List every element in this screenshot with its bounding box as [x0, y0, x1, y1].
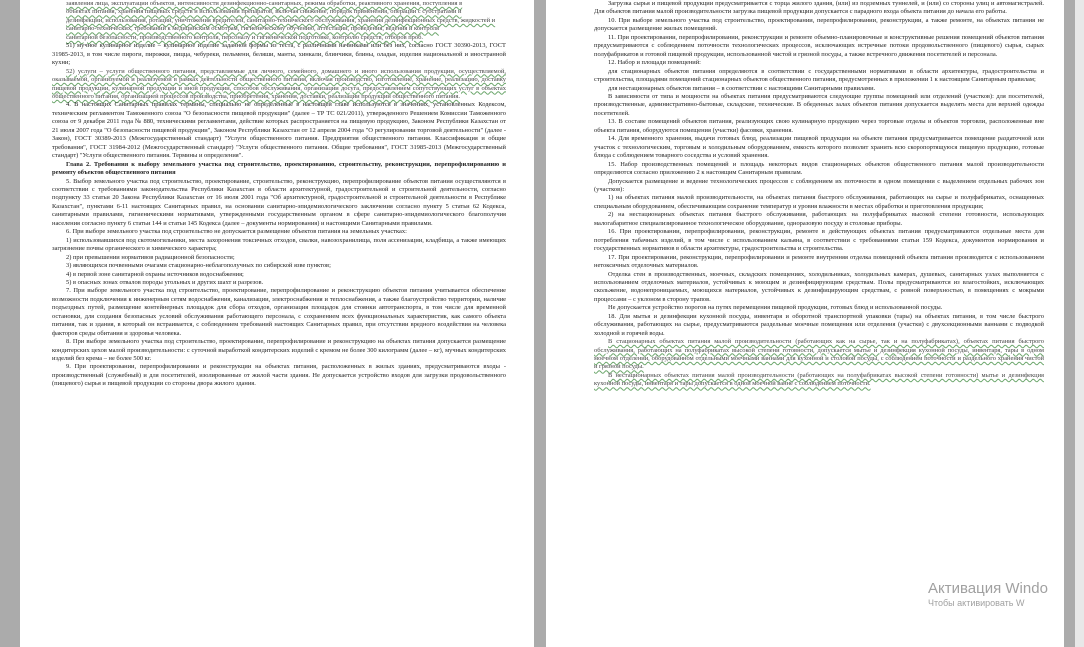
paragraph: 7. При выборе земельного участка под строительство, проектирование, перепрофилирование и реконструкцию объектов питания учитывается обеспечение возможности подключения к инженерным сетям водоснабжения, канализации, электроснабжения и теплоснабжения, а также благоустройство территории, наличие подъездных путей, размещение контейнерных площадок для сбора отходов, организация площадок для стоянки автотранспорта, в том числе для временной остановки, для создания безопасных условий обслуживания работающего персонала, с сохранением всех функциональных характеристик, как самого объекта питания, так и здания, в который он встраивается, с соблюдением требований настоящих Санитарных правил, при отсутствии вредного воздействия на человека факторов среды обитания и здоровья человека.: [52, 287, 506, 337]
paragraph: 5. Выбор земельного участка под строительство, проектирование, строительство, реконструкцию, перепрофилирование объектов питания осуществляются в соответствии с требованиями законодательства Республики Казахстан в области архитектурной, градостроительной и строительной деятельности, согласно подпункту 33 статьи 20 Закона Республики Казахстан от 16 июля 2001 года "Об архитектурной, градостроительной и строительной деятельности в Республике Казахстан", пунктами 6-11 настоящих Санитарных правил, на основании санитарно-эпидемиологического заключения согласно пункту 5 статьи 62 Кодекса, санитарными правилами, гигиеническими нормативами, утвержденными государственным органом в сфере санитарно-эпидемиологического благополучия населения согласно пункту 6 статьи 144 и статьи 145 Кодекса (далее – документы нормирования) и настоящими Санитарными правилами.: [52, 177, 506, 227]
paragraph: заявления лица, эксплуатации объектов, интенсивности дезинфекционно-санитарных, режима обработки, реактивного хранения, поступления в: [66, 0, 463, 7]
watermark-title: Активация Windo: [928, 580, 1048, 597]
document-page-right: [546, 0, 1064, 647]
paragraph: 4. В настоящих Санитарных правилах термины, специально не определенные в настоящей главе используются в значениях, установленных Кодексом, техническим регламентом Таможенного союза "О безопасности пищевой продукции" (далее – ТР ТС 021/2011), утвержденного Решением Комиссии Таможенного союза от 9 декабря 2011 года № 880, техническими регламентами, действие которых распространяется на пищевую продукцию, Законом Республики Казахстан от 21 июля 2007 года "О безопасности пищевой продукции", Законом Республики Казахстан от 12 апреля 2004 года "О регулировании торговой деятельности" (далее - Закон), ГОСТ 30389-2013 (Межгосударственный стандарт) "Услуги общественного питания. Предприятия общественного питания. Классификация и общие требования", ГОСТ 31984-2012 (Межгосударственный стандарт) "Услуги общественного питания. Общие требования", ГОСТ 31985-2013 (Межгосударственный стандарт) "Услуги общественного питания. Термины и определения".: [52, 101, 506, 160]
paragraph: 6. При выборе земельного участка под строительство не допускается размещение объектов питания на земельных участках:: [66, 228, 407, 236]
paragraph: 1) на объектах питания малой производительности, на объектах питания быстрого обслуживания, работающих на сырье и полуфабрикатах, оснащенных специальным оборудованием, обеспечивающим сохранение температур и уровня влажности в местах обработки и приготовления продукции;: [594, 194, 1044, 210]
paragraph: для стационарных объектов питания определяются в соответствии с государственными нормативами в области архитектуры, градостроительства и строительства, площадями помещений стационарных объектов общественного питания, предусмотренных в приложении 1 к настоящим Санитарным правилам;: [594, 67, 1044, 84]
paragraph: 18. Для мытья и дезинфекции кухонной посуды, инвентаря и оборотной транспортной упаковки (тары) на объектах питания, в том числе быстрого обслуживания, работающих на сырье, предусматриваются раздельные моечные помещения или отделения (участки) с двухсекционными ваннами с подводкой холодной и горячей воды.: [594, 312, 1044, 337]
paragraph: Не допускается устройство порогов на путях перемещения пищевой продукции, готовых блюд и использованной посуды.: [608, 304, 943, 312]
paragraph: 52) услуги – услуги общественного питания, представляемые для личного, семейного, домашнего и иного использования продукции, осуществляемой, оказываемой, организуемой и реализуемой в рамках деятельности общественного питания, включая производство, изготовление, хранение, реализацию, доставку пищевой продукции, кулинарной продукции и иной продукции, способов обслуживания, организации досуга, предоставлением сопутствующих услуг в объектах общественного питания, организацией процессов производства, приобретения, хранения, доставки, реализации продукции общественного питания.: [52, 67, 506, 100]
document-page-left: [20, 0, 534, 647]
watermark-subtitle: Чтобы активировать W: [928, 598, 1025, 608]
paragraph: В нестационарных объектах питания малой производительности (работающих на полуфабрикатах высокой степени готовности) мытье и дезинфекция кухонной посуды, инвентаря и тары допускается в одной моечной ванне с соблюдением поточности.: [594, 371, 1044, 388]
paragraph: санитарной безопасности, производственного контроля, персоналу и гигиенической подготовке, контролю средств, отборов проб.: [66, 33, 423, 41]
paragraph: 3) являющихся почвенными очагами стационарно-неблагополучных по сибирской язве пунктов;: [66, 262, 331, 270]
paragraph: 8. При выборе земельного участка под строительство, проектирование, перепрофилирование и реконструкцию на объектах питания допускается размещение кондитерских цехов малой производительности: с суточной выработкой кондитерских изделий с кремом не более 300 килограмм (далее – кг), мучных кондитерских изделий без крема – не более 500 кг.: [52, 338, 506, 363]
paragraph: 10. При выборе земельного участка под строительство, проектировании, перепрофилировании, реконструкции, а также ремонте, на объектах питания не допускается размещение жилых помещений.: [594, 16, 1044, 33]
paragraph: 2) на нестационарных объектах питания быстрого обслуживания, работающих на полуфабрикатах высокой степени готовности, использующих малогабаритное специализированное технологическое оборудование, одноразовую посуду и столовые приборы.: [594, 211, 1044, 227]
paragraph: 17. При проектировании, реконструкции, перепрофилировании и ремонте внутренняя отделка помещений объекта питания производится с использованием нетоксичных отделочных материалов.: [594, 253, 1044, 270]
paragraph: 5) в опасных зонах отвалов породы угольных и других шахт и разрезов.: [66, 278, 264, 286]
paragraph: 12. Набор и площади помещений:: [608, 59, 701, 67]
paragraph: Допускается размещение и ведение технологических процессов с соблюдением их поточности в одном помещении с выделением отдельных рабочих зон (участков):: [594, 177, 1044, 193]
paragraph: 11. При проектировании, перепрофилировании, реконструкции и ремонте объемно-планировочные и конструктивные решения помещений объектов питания предусматриваются с соблюдением поточности технологических процессов, исключающих встречные потоки продовольственного (пищевого) сырья, сырых полуфабрикатов и готовой пищевой продукции, использованной чистой и грязной посуды, а также встречного движения посетителей и персонала.: [594, 33, 1044, 58]
vertical-scrollbar[interactable]: [1075, 0, 1084, 647]
paragraph: В стационарных объектах питания малой производительности (работающих как на сырье, так и на полуфабрикатах), объектах питания быстрого обслуживания, работающих на полуфабрикатах высокой степени готовности, допускается мытье и дезинфекция кухонной посуды, инвентаря, тары в одном моечном отделении, оборудованном отдельными моечными ваннами для кухонной и столовой посуды, с соблюдением поточности и раздельного хранения чистой и грязной посуды.: [594, 338, 1044, 371]
paragraph: 1) использовавшихся под скотомогильники, места захоронения токсичных отходов, свалки, навозохранилища, поля ассенизации, кладбища, а также имеющих загрязнение почвы органического и химического характера;: [52, 236, 506, 253]
paragraph: В зависимости от типа и мощности на объектах питания предусматриваются следующие группы помещений или отделений (участков): для посетителей, производственные, административно-бытовые, складские, технические. В обеденных залах объектов питания допускается выделять места для верхней одежды посетителей.: [594, 92, 1044, 117]
paragraph: 51) мучное кулинарное изделие – кулинарное изделие заданной формы из теста, с различными начинками или без них, согласно ГОСТ 30390-2013, ГОСТ 31985-2013, в том числе пироги, пирожки, пицца, чебуреки, пельмени, беляши, манты, хинкали, блинчики, блины, оладьи, изделия национальной и иностранной кухни;: [52, 42, 506, 67]
paragraph: Глава 2. Требования к выбору земельного участка под строительство, проектированию, строительству, реконструкции, перепрофилированию и ремонту объектов общественного питания: [52, 160, 506, 177]
paragraph: 16. При проектировании, перепрофилировании, реконструкции, ремонте в действующих объектах питания предусматриваются отдельные места для потребления табачных изделий, в том числе с использованием кальяна, в соответствии с требованиями статьи 159 Кодекса, документов нормирования и государственных нормативов в области архитектуры, градостроительства и строительства.: [594, 228, 1044, 253]
paragraph: 14. Для временного хранения, выдачи готовых блюд, реализации пищевой продукции на объекте питания предусматривается помещение раздаточной или участок с технологическим, торговым и холодильным оборудованием, емкость которого позволит хранить всю скоропортящуюся пищевую продукцию, готовые блюда с соблюдением товарного соседства и условий хранения.: [594, 135, 1044, 160]
page-text-right: [594, 0, 1044, 389]
paragraph: дезинфекции, использования, ротаций, уничтожения вредителей, санитарно-технического обслуживания, хранения дезинфекционных средств, жидкостей и: [66, 16, 496, 24]
page-text-left: [52, 0, 506, 389]
paragraph: объектах питания, хранения пищевых средств и использования препаратов, включая снижение, порядок применения, операции с субстратами и: [66, 8, 462, 16]
paragraph: 2) при превышении нормативов радиационной безопасности;: [66, 253, 235, 261]
paragraph: Загрузка сырья и пищевой продукции предусматривается с торца жилого здания, (или) из подземных туннелей, и (или) со стороны улиц и автомагистралей. Для объектов питания малой производительности загрузка пищевой продукции допускается с парадного входа объекта питания до начала его работы.: [594, 0, 1044, 16]
paragraph: 4) в первой зоне санитарной охраны источников водоснабжения;: [66, 270, 244, 278]
windows-activation-watermark: [928, 580, 1048, 609]
paragraph: 9. При проектировании, перепрофилировании и реконструкции на объектах питания, расположенных в жилых зданиях, предусматриваются входы - производственный (служебный) и для посетителей, изолированные от жилой части здания. Не допускается устройство входов для загрузки продовольственного (пищевого) сырья и пищевой продукции со стороны двора жилого здания.: [52, 363, 506, 388]
paragraph: санитарно-технических, требований к медицинским осмотрам, гигиеническому обучению, аттестации, проведения, ведения и контроля: [66, 25, 439, 33]
paragraph: Отделка стен в производственных, моечных, складских помещениях, холодильниках, холодильных камерах, душевых, санитарных узлах выполняется с использованием отделочных материалов, устойчивых к моющим и дезинфицирующим средствам. Полы предусматриваются из влагостойких, исключающих скольжение, водонепроницаемых, моющихся материалов, устойчивых к дезинфицирующим средствам, с ровной поверхностью, в помещениях с мокрыми процессами – с уклоном в сторону трапов.: [594, 270, 1044, 303]
paragraph: 13. В составе помещений объектов питания, реализующих свою кулинарную продукцию через торговые отделы и объектов торговли, расположенные вне объекта питания, оборудуются помещения (участки) фасовки, хранения.: [594, 118, 1044, 134]
paragraph: 15. Набор производственных помещений и площадь некоторых видов стационарных объектов общественного питания малой производительности определяются согласно приложению 2 к настоящим Санитарным правилам.: [594, 160, 1044, 177]
paragraph: для нестационарных объектов питания – в соответствии с настоящими Санитарными правилами.: [608, 84, 876, 92]
